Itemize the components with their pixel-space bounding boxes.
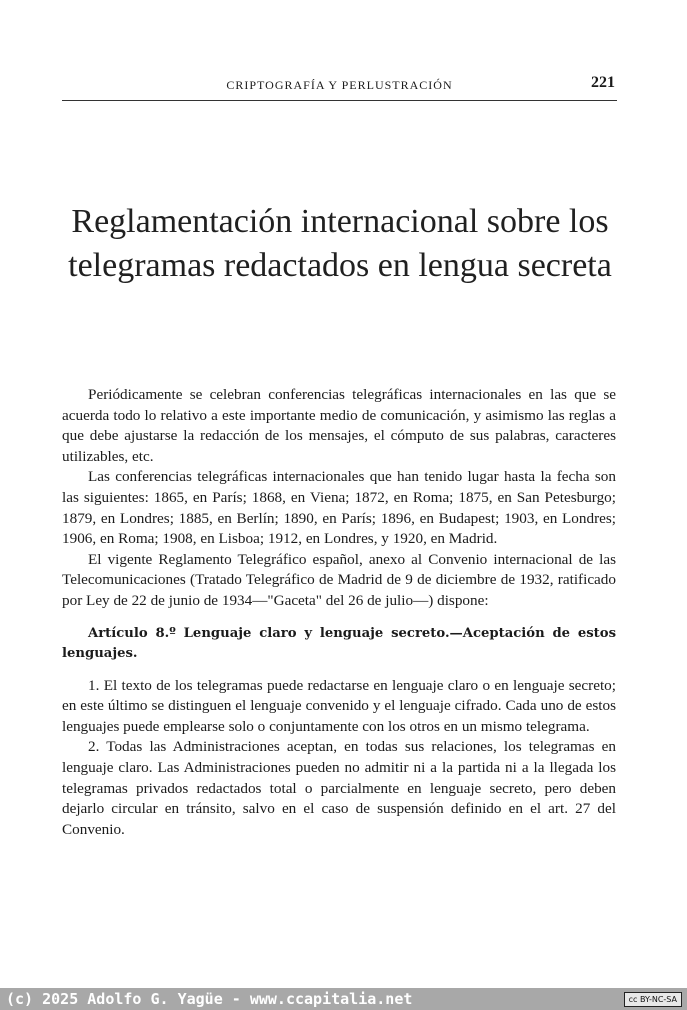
article-title: Reglamentación internacional sobre los telegramas redactados en lengua secreta bbox=[68, 203, 612, 284]
body-text bbox=[62, 385, 616, 840]
running-title: CRIPTOGRAFÍA Y PERLUSTRACIÓN bbox=[226, 78, 453, 92]
paragraph-intro: Periódicamente se celebran conferencias telegráficas internacionales en las que se acuerda todo lo relativo a este importante medio de comunicación, y asimismo las reglas a que debe ajustarse la redacción de los mensajes, el cómputo de sus palabras, caracteres utilizables, etc. bbox=[62, 386, 616, 465]
article-paragraph-2: 2. Todas las Administraciones aceptan, en todas sus relaciones, los telegramas en lenguaje claro. Las Administraciones pueden no admitir ni a la partida ni a la llegada los telegramas privados redactados total o parcialmente en lenguaje secreto, pero deben dejarlo circular en tránsito, salvo en el caso de suspensión definido en el art. 27 del Convenio. bbox=[62, 738, 616, 838]
copyright-text: (c) 2025 Adolfo G. Yagüe - www.ccapitalia.net bbox=[6, 990, 413, 1008]
copyright-footer bbox=[0, 988, 687, 1010]
page-number: 221 bbox=[591, 74, 615, 91]
paragraph-conferences: Las conferencias telegráficas internacionales que han tenido lugar hasta la fecha son las siguientes: 1865, en París; 1868, en Viena; 1872, en Roma; 1875, en San Petesburgo; 1879, en Londres; 1885, en Berlín; 1890, en París; 1896, en Budapest; 1903, en Londres; 1906, en Roma; 1908, en Lisboa; 1912, en Londres, y 1920, en Madrid. bbox=[62, 468, 616, 548]
cc-license-badge: cc BY-NC-SA bbox=[624, 992, 682, 1007]
article-heading: Artículo 8.º Lenguaje claro y lenguaje secreto.—Aceptación de estos lenguajes. bbox=[62, 625, 616, 661]
paragraph-regulation: El vigente Reglamento Telegráfico español, anexo al Convenio internacional de las Telecomunicaciones (Tratado Telegráfico de Madrid de 9 de diciembre de 1932, ratificado por Ley de 22 de junio de 1934—"Gaceta" del 26 de julio—) dispone: bbox=[62, 550, 616, 609]
running-header bbox=[62, 74, 617, 101]
article-paragraph-1: 1. El texto de los telegramas puede redactarse en lenguaje claro o en lenguaje secreto; en este último se distinguen el lenguaje convenido y el lenguaje cifrado. Cada uno de estos lenguajes puede emplearse solo o conjuntamente con los otros en un mismo telegrama. bbox=[62, 676, 616, 735]
